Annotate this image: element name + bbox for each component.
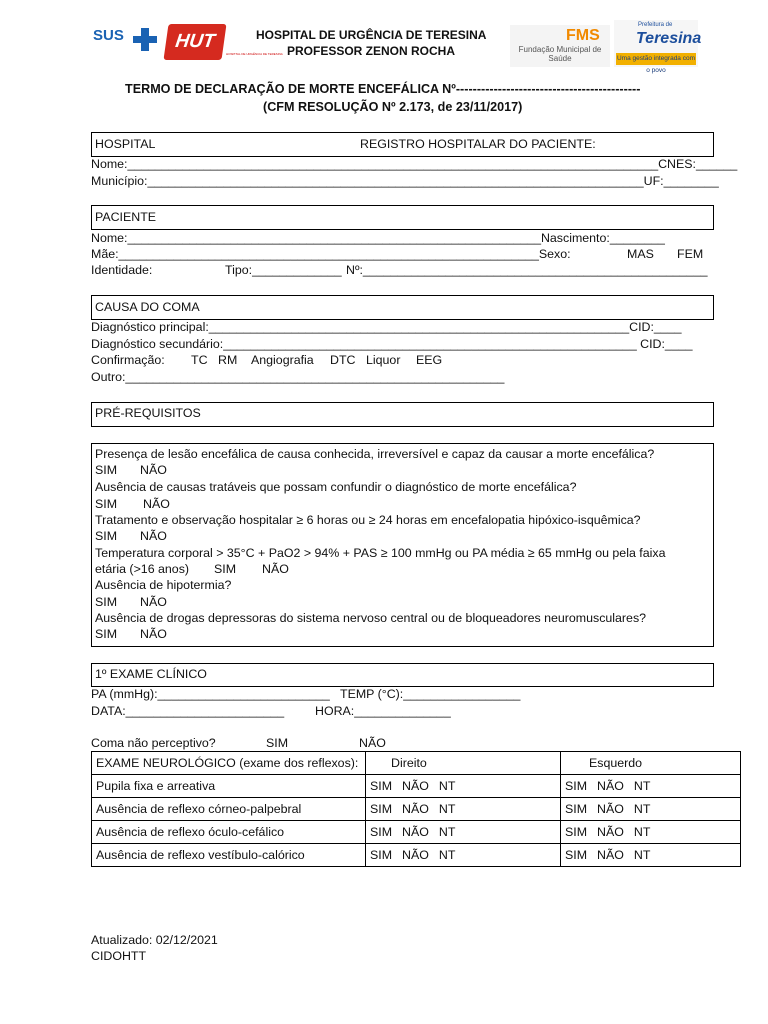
data-field[interactable]: DATA:_______________________ (91, 704, 285, 718)
neuro-row-direito-options[interactable] (366, 798, 561, 821)
sus-logo: SUS (93, 27, 124, 44)
hospital-nome-field[interactable]: Nome:_____________________________________________________________________________CNES:______ (91, 157, 738, 171)
temp-field[interactable]: TEMP (°C):_________________ (340, 687, 521, 701)
table-row (92, 798, 741, 821)
outro-field[interactable]: Outro:_______________________________________________________ (91, 370, 505, 384)
hospital-heading: HOSPITAL (95, 137, 156, 151)
neuro-row-label: Ausência de reflexo vestíbulo-calórico (92, 844, 366, 867)
q3-sim-option[interactable]: SIM (95, 529, 118, 543)
coma-nao-option[interactable]: NÃO (359, 736, 386, 750)
prerequisito-q1: Presença de lesão encefálica de causa conhecida, irreversível e capaz da causar a morte encefálica? (95, 447, 655, 461)
paciente-mae-field[interactable]: Mãe:_____________________________________________________________Sexo: (91, 247, 571, 261)
q4-sim-option[interactable]: SIM (214, 562, 237, 576)
q5-sim-option[interactable]: SIM (95, 595, 118, 609)
q6-sim-option[interactable]: SIM (95, 627, 118, 641)
pa-field[interactable]: PA (mmHg):_________________________ (91, 687, 330, 701)
prerequisito-q4-line1: Temperatura corporal > 35°C + PaO2 > 94% + PAS ≥ 100 mmHg ou PA média ≥ 65 mmHg ou pela faixa (95, 546, 666, 560)
confirmacao-option-rm[interactable]: RM (218, 353, 238, 367)
teresina-logo-top: Prefeitura de (638, 22, 673, 28)
identidade-label: Identidade: (91, 263, 153, 277)
neuro-header-row (92, 752, 741, 775)
confirmacao-label: Confirmação: (91, 353, 165, 367)
q5-nao-option[interactable]: NÃO (140, 595, 167, 609)
neuro-row-esquerdo-options[interactable] (561, 844, 741, 867)
diagnostico-secundario-field[interactable]: Diagnóstico secundário:____________________________________________________________ CID:____ (91, 337, 693, 351)
neuro-row-esquerdo-options[interactable] (561, 821, 741, 844)
q4-nao-option[interactable]: NÃO (262, 562, 289, 576)
neuro-row-direito-options[interactable] (366, 844, 561, 867)
table-row (92, 775, 741, 798)
teresina-logo (614, 20, 702, 74)
option-nao[interactable]: NÃO (402, 779, 429, 793)
option-nao[interactable]: NÃO (402, 848, 429, 862)
option-nt[interactable]: NT (438, 848, 456, 862)
teresina-logo-slogan: Uma gestão integrada com o povo (616, 55, 696, 74)
prerequisito-q5: Ausência de hipotermia? (95, 578, 232, 592)
neuro-header-esquerdo: Esquerdo (561, 752, 741, 775)
confirmacao-option-liquor[interactable]: Liquor (366, 353, 401, 367)
exame-heading: 1º EXAME CLÍNICO (95, 667, 207, 681)
option-nao[interactable]: NÃO (597, 779, 624, 793)
neuro-row-esquerdo-options[interactable] (561, 775, 741, 798)
updated-date: Atualizado: 02/12/2021 (91, 933, 218, 947)
option-sim[interactable]: SIM (370, 802, 393, 816)
tipo-field[interactable]: Tipo:_____________ (225, 263, 342, 277)
coma-label: Coma não perceptivo? (91, 736, 216, 750)
option-nao[interactable]: NÃO (597, 802, 624, 816)
causa-heading: CAUSA DO COMA (95, 300, 200, 314)
diagnostico-principal-field[interactable]: Diagnóstico principal:_____________________________________________________________CID:____ (91, 320, 682, 334)
document-title: TERMO DE DECLARAÇÃO DE MORTE ENCEFÁLICA Nº-------------------------------------------- (125, 82, 641, 96)
option-nao[interactable]: NÃO (402, 802, 429, 816)
neuro-header-label: EXAME NEUROLÓGICO (exame dos reflexos): (92, 752, 366, 775)
hora-field[interactable]: HORA:______________ (315, 704, 451, 718)
neuro-exam-table (91, 751, 741, 867)
coma-sim-option[interactable]: SIM (266, 736, 289, 750)
paciente-nome-field[interactable]: Nome:____________________________________________________________Nascimento:________ (91, 231, 665, 245)
option-nt[interactable]: NT (633, 779, 651, 793)
option-sim[interactable]: SIM (565, 848, 588, 862)
fms-logo-subtitle: Fundação Municipal de Saúde (518, 45, 602, 63)
option-nao[interactable]: NÃO (597, 848, 624, 862)
option-sim[interactable]: SIM (370, 779, 393, 793)
prerequisitos-heading: PRÉ-REQUISITOS (95, 406, 201, 420)
confirmacao-option-dtc[interactable]: DTC (330, 353, 356, 367)
confirmacao-option-tc[interactable]: TC (191, 353, 208, 367)
hut-logo: HUT (163, 24, 226, 60)
q3-nao-option[interactable]: NÃO (140, 529, 167, 543)
option-nao[interactable]: NÃO (402, 825, 429, 839)
hut-logo-small: HOSPITAL DE URGÊNCIA DE TERESINA (226, 52, 283, 56)
fms-logo (510, 25, 610, 67)
neuro-row-label: Ausência de reflexo óculo-cefálico (92, 821, 366, 844)
q2-nao-option[interactable]: NÃO (143, 497, 170, 511)
option-nt[interactable]: NT (438, 779, 456, 793)
q6-nao-option[interactable]: NÃO (140, 627, 167, 641)
neuro-row-label: Pupila fixa e arreativa (92, 775, 366, 798)
neuro-header-direito: Direito (366, 752, 561, 775)
teresina-logo-text: Teresina (636, 30, 702, 47)
confirmacao-option-eeg[interactable]: EEG (416, 353, 443, 367)
neuro-row-direito-options[interactable] (366, 775, 561, 798)
option-nt[interactable]: NT (633, 848, 651, 862)
prerequisito-q2: Ausência de causas tratáveis que possam confundir o diagnóstico de morte encefálica? (95, 480, 577, 494)
confirmacao-option-angiografia[interactable]: Angiografia (251, 353, 314, 367)
option-nt[interactable]: NT (438, 802, 456, 816)
q1-nao-option[interactable]: NÃO (140, 463, 167, 477)
document-subtitle: (CFM RESOLUÇÃO Nº 2.173, de 23/11/2017) (263, 100, 523, 114)
hospital-name-line1: HOSPITAL DE URGÊNCIA DE TERESINA (256, 28, 487, 42)
sus-cross-icon-vertical (141, 28, 149, 51)
q1-sim-option[interactable]: SIM (95, 463, 118, 477)
option-nt[interactable]: NT (438, 825, 456, 839)
option-sim[interactable]: SIM (565, 779, 588, 793)
registro-hospitalar-label: REGISTRO HOSPITALAR DO PACIENTE: (360, 137, 596, 151)
option-nt[interactable]: NT (633, 802, 651, 816)
option-sim[interactable]: SIM (565, 802, 588, 816)
hospital-name-line2: PROFESSOR ZENON ROCHA (287, 44, 456, 58)
table-row (92, 821, 741, 844)
option-nt[interactable]: NT (633, 825, 651, 839)
option-nao[interactable]: NÃO (597, 825, 624, 839)
option-sim[interactable]: SIM (370, 825, 393, 839)
prerequisito-q4-line2: etária (>16 anos) (95, 562, 190, 576)
prerequisito-q3: Tratamento e observação hospitalar ≥ 6 horas ou ≥ 24 horas em encefalopatia hipóxico-isquêmica? (95, 513, 641, 527)
hospital-municipio-field[interactable]: Município:________________________________________________________________________UF:________ (91, 174, 719, 188)
prerequisito-q6: Ausência de drogas depressoras do sistema nervoso central ou de bloqueadores neuromusculares? (95, 611, 647, 625)
footer-code: CIDOHTT (91, 949, 147, 963)
neuro-row-label: Ausência de reflexo córneo-palpebral (92, 798, 366, 821)
q2-sim-option[interactable]: SIM (95, 497, 118, 511)
paciente-heading: PACIENTE (95, 210, 157, 224)
neuro-row-esquerdo-options[interactable] (561, 798, 741, 821)
neuro-row-direito-options[interactable] (366, 821, 561, 844)
table-row (92, 844, 741, 867)
option-sim[interactable]: SIM (370, 848, 393, 862)
fms-logo-text: FMS (566, 27, 600, 44)
option-sim[interactable]: SIM (565, 825, 588, 839)
sexo-fem-option[interactable]: FEM (677, 247, 704, 261)
paciente-header-box (91, 205, 714, 230)
sexo-mas-option[interactable]: MAS (627, 247, 654, 261)
numero-field[interactable]: Nº:__________________________________________________ (346, 263, 708, 277)
